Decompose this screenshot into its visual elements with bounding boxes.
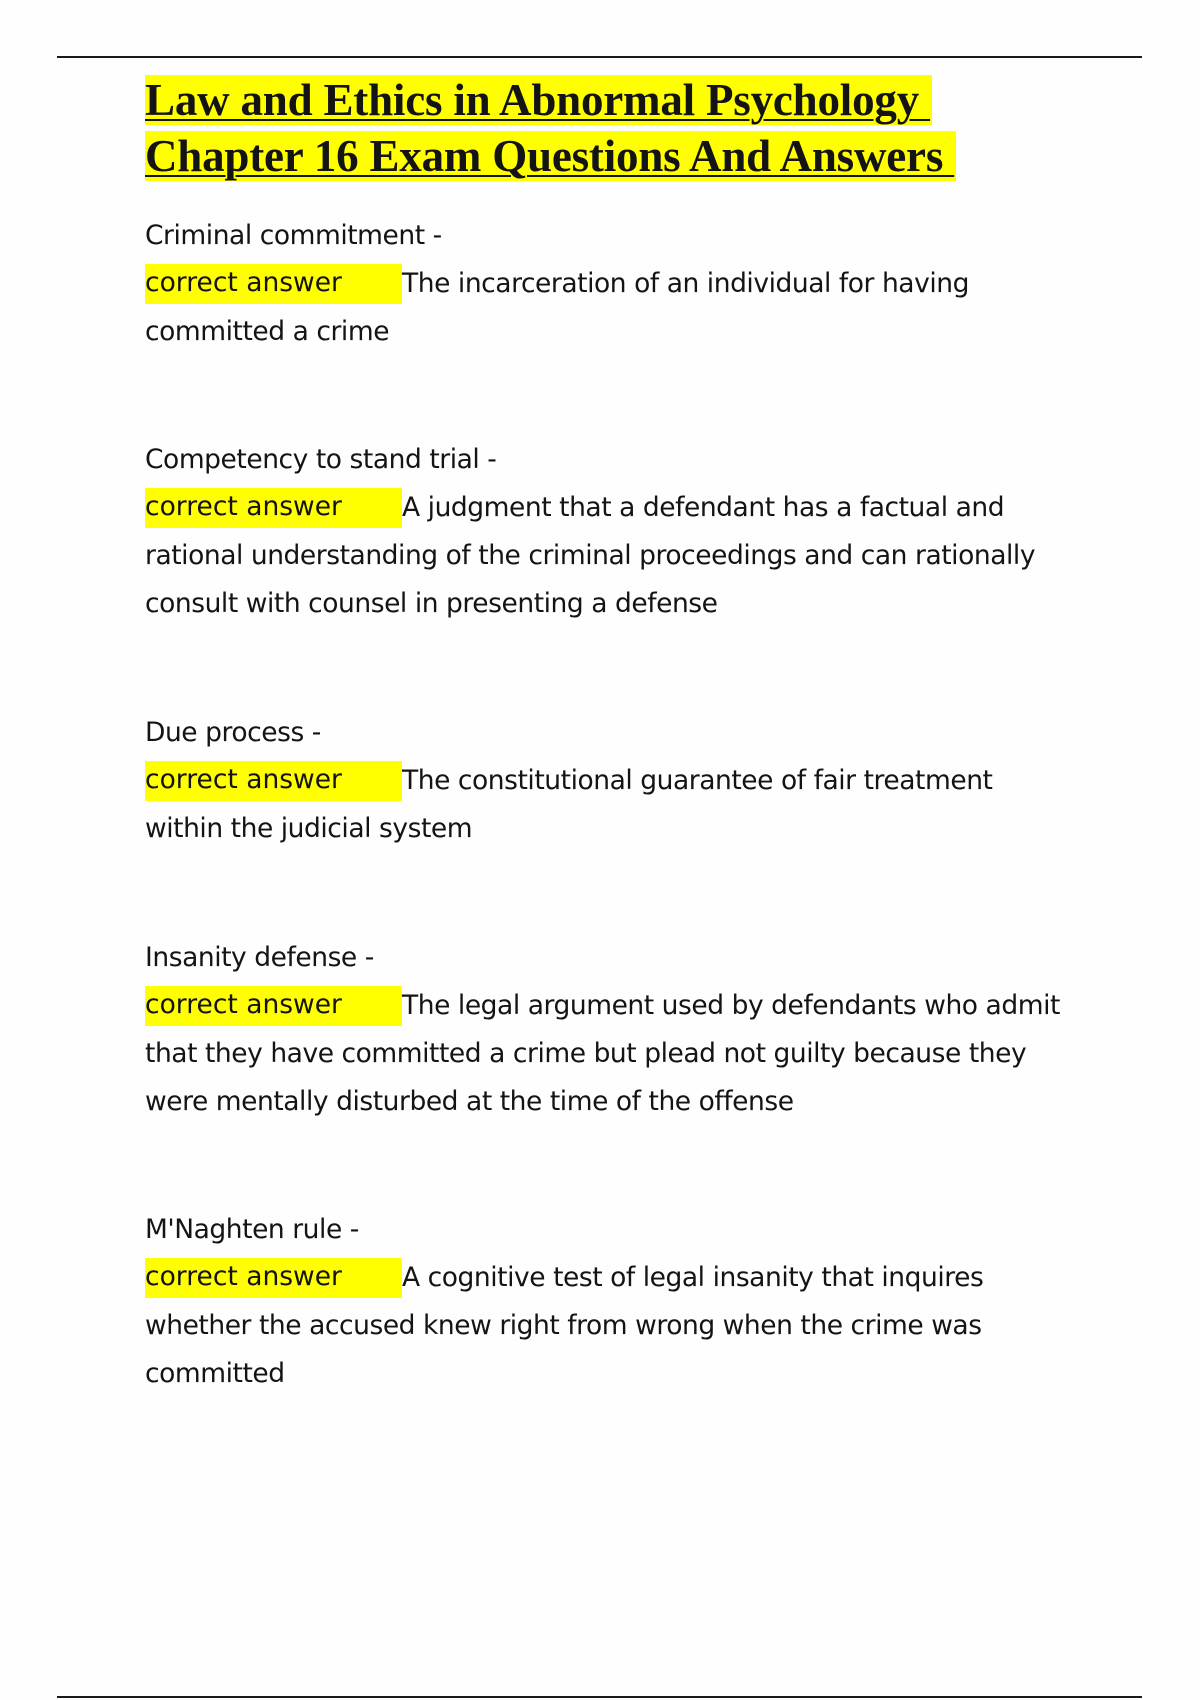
qa-entry-mnaghten-rule (145, 1206, 1075, 1398)
entry-answer-text: The constitutional guarantee of fair treatment within the judicial system (145, 765, 993, 844)
bottom-page-rule (57, 1696, 1142, 1698)
document-title (145, 72, 1105, 184)
title-line-2: Chapter 16 Exam Questions And Answers (145, 131, 955, 181)
qa-entry-insanity-defense (145, 934, 1075, 1126)
entry-term: M'Naghten rule - (145, 1214, 359, 1245)
entry-answer-text: The legal argument used by defendants who admit that they have committed a crime but plead not guilty because they were mentally disturbed at the time of the offense (145, 990, 1060, 1117)
entry-answer-text: The incarceration of an individual for having committed a crime (145, 268, 969, 347)
qa-entry-criminal-commitment (145, 212, 1075, 356)
entry-term: Criminal commitment - (145, 220, 442, 251)
correct-answer-highlight: correct answer (145, 986, 402, 1026)
entry-answer (145, 260, 1075, 356)
entry-answer (145, 757, 1075, 853)
correct-answer-highlight: correct answer (145, 1258, 402, 1298)
title-line-1: Law and Ethics in Abnormal Psychology (145, 75, 931, 125)
correct-answer-highlight: correct answer (145, 264, 402, 304)
entry-term: Insanity defense - (145, 942, 374, 973)
entry-term: Competency to stand trial - (145, 444, 497, 475)
correct-answer-highlight: correct answer (145, 488, 402, 528)
qa-entry-competency-to-stand-trial (145, 436, 1075, 628)
correct-answer-highlight: correct answer (145, 761, 402, 801)
entry-answer (145, 484, 1075, 628)
entry-answer-text: A cognitive test of legal insanity that inquires whether the accused knew right from wrong when the crime was committed (145, 1262, 984, 1389)
entry-answer (145, 982, 1075, 1126)
entry-answer (145, 1254, 1075, 1398)
entry-answer-text: A judgment that a defendant has a factual and rational understanding of the criminal proceedings and can rationally consult with counsel in presenting a defense (145, 492, 1036, 619)
top-page-rule (57, 56, 1142, 58)
qa-entry-due-process (145, 709, 1075, 853)
entry-term: Due process - (145, 717, 321, 748)
